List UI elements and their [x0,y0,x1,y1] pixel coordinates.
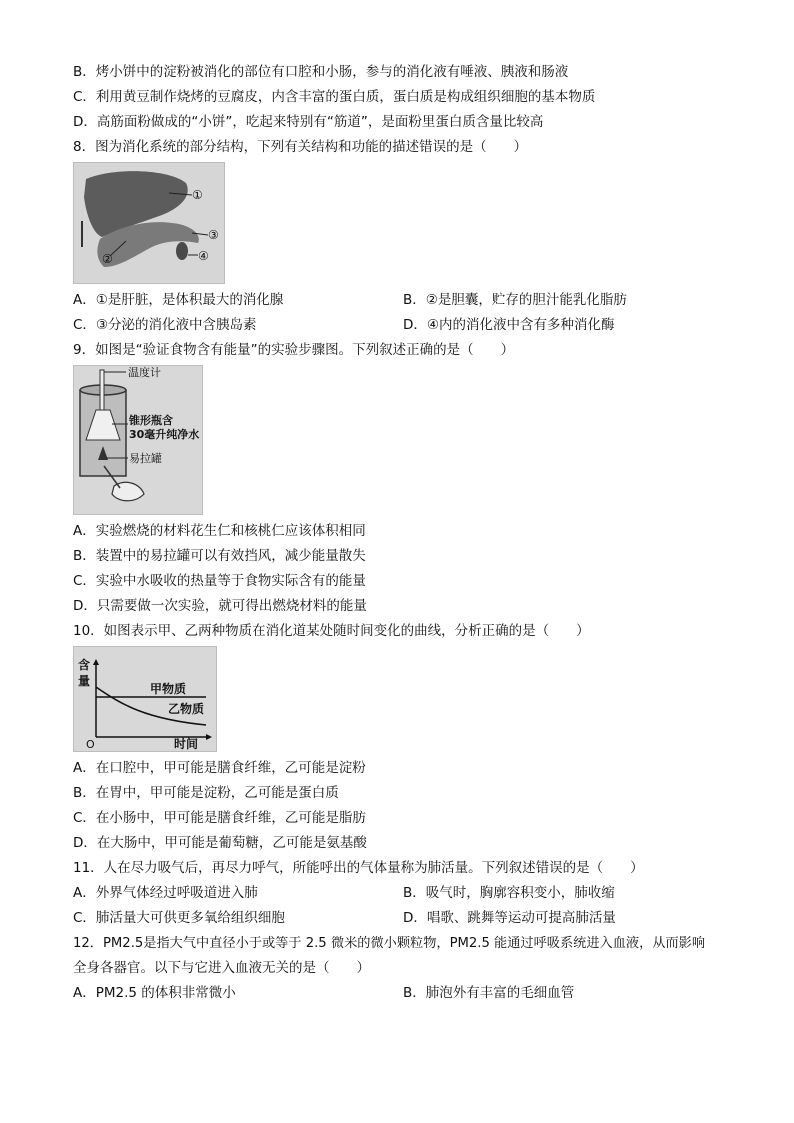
q9-label-flask-1: 锥形瓶含 [129,414,173,427]
q8-digestive-figure [73,162,225,284]
q9-option-d: D．只需要做一次实验，就可得出燃烧材料的能量 [73,598,367,614]
q12-stem-line-1: 12．PM2.5是指大气中直径小于或等于 2.5 微米的微小颗粒物，PM2.5 能通过呼吸系统进入血液，从而影响 [73,936,706,951]
q11-options-row-2 [73,906,733,931]
q8-option-a: A．①是肝脏，是体积最大的消化腺 [73,292,284,308]
q12-option-a: A．PM2.5 的体积非常微小 [73,985,236,1001]
q11-option-c: C．肺活量大可供更多氧给组织细胞 [73,910,285,926]
q8-stem: 8．图为消化系统的部分结构，下列有关结构和功能的描述错误的是（ ） [73,139,528,155]
q9-stem: 9．如图是“验证食物含有能量”的实验步骤图。下列叙述正确的是（ ） [73,342,515,358]
q10-option-b: B．在胃中，甲可能是淀粉，乙可能是蛋白质 [73,785,339,801]
q8-options-row-2 [73,313,733,338]
q10-option-c: C．在小肠中，甲可能是膳食纤维，乙可能是脂肪 [73,810,366,826]
q10-series-jia-label: 甲物质 [150,682,187,696]
q9-option-a: A．实验燃烧的材料花生仁和核桃仁应该体积相同 [73,523,366,539]
q7-option-d: D．高筋面粉做成的“小饼”，吃起来特别有“筋道”，是面粉里蛋白质含量比较高 [73,114,544,130]
q10-origin: O [86,738,95,751]
q11-options-row-1 [73,881,733,906]
q8-option-d: D．④内的消化液中含有多种消化酶 [403,317,615,333]
q7-option-c: C．利用黄豆制作烧烤的豆腐皮，内含丰富的蛋白质，蛋白质是构成组织细胞的基本物质 [73,89,596,105]
q10-ylabel-top: 含 [78,658,91,672]
q9-experiment-figure [73,365,203,515]
q11-option-d: D．唱歌、跳舞等运动可提高肺活量 [403,910,616,926]
q12-options-row-1 [73,981,733,1006]
q8-option-c: C．③分泌的消化液中含胰岛素 [73,317,257,333]
q10-xlabel: 时间 [174,737,199,751]
q7-option-b: B．烤小饼中的淀粉被消化的部位有口腔和小肠，参与的消化液有唾液、胰液和肠液 [73,64,569,80]
q9-label-thermometer: 温度计 [128,366,161,379]
q8-label-4: ④ [198,249,209,263]
q9-option-b: B．装置中的易拉罐可以有效挡风，减少能量散失 [73,548,366,564]
q11-stem: 11．人在尽力吸气后，再尽力呼气，所能呼出的气体量称为肺活量。下列叙述错误的是（ ） [73,860,644,876]
q8-option-b: B．②是胆囊，贮存的胆汁能乳化脂肪 [403,292,627,308]
q8-label-3: ③ [208,228,219,242]
q8-options-row-1 [73,288,733,313]
q9-option-c: C．实验中水吸收的热量等于食物实际含有的能量 [73,573,366,589]
q11-option-b: B．吸气时，胸廓容积变小，肺收缩 [403,885,615,901]
q12-stem-line-2: 全身各器官。以下与它进入血液无关的是（ ） [73,960,370,976]
q9-label-flask-2: 30毫升纯净水 [129,428,200,441]
q10-option-a: A．在口腔中，甲可能是膳食纤维，乙可能是淀粉 [73,760,366,776]
q9-label-can: 易拉罐 [129,452,162,465]
q12-option-b: B．肺泡外有丰富的毛细血管 [403,985,575,1001]
q10-ylabel-bottom: 量 [78,674,91,688]
q8-label-2: ② [102,252,113,266]
q8-label-1: ① [192,188,203,202]
q10-option-d: D．在大肠中，甲可能是葡萄糖，乙可能是氨基酸 [73,835,367,851]
exam-page [73,60,733,1006]
q10-series-yi-label: 乙物质 [168,702,205,716]
q11-option-a: A．外界气体经过呼吸道进入肺 [73,885,258,901]
q10-chart [73,646,217,752]
q10-stem: 10．如图表示甲、乙两种物质在消化道某处随时间变化的曲线，分析正确的是（ ） [73,623,590,639]
